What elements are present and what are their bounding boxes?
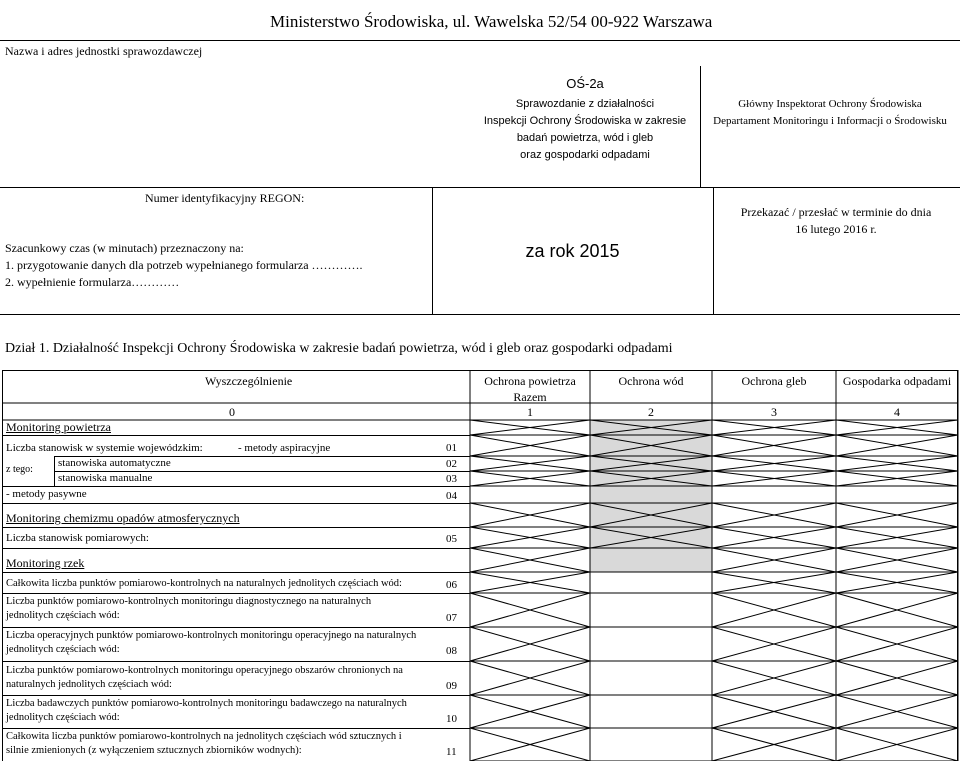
col-header-air: Ochrona powietrza bbox=[484, 374, 576, 388]
regon-label: Numer identyfikacyjny REGON: bbox=[145, 191, 305, 205]
col-number-3: 3 bbox=[771, 405, 777, 419]
row-number-09: 09 bbox=[446, 680, 457, 692]
row-number-11: 11 bbox=[446, 746, 457, 758]
row-number-08: 08 bbox=[446, 645, 457, 657]
col-number-2: 2 bbox=[648, 405, 654, 419]
row-number-04: 04 bbox=[446, 490, 457, 502]
recipient: Główny Inspektorat Ochrony Środowiska Departament Monitoringu i Informacji o Środowisku bbox=[713, 98, 947, 127]
river-row-08: Liczba operacyjnych punktów pomiarowo-kontrolnych monitoringu operacyjnego na naturalnych jednolitych częściach wód: bbox=[6, 630, 417, 655]
manual-stations: stanowiska manualne bbox=[58, 472, 153, 484]
disabled-cell bbox=[590, 548, 712, 572]
form-code: OŚ-2a bbox=[566, 76, 604, 91]
measurement-stations: Liczba stanowisk pomiarowych: bbox=[6, 532, 149, 544]
disabled-cell bbox=[590, 486, 712, 503]
river-row-06: Całkowita liczba punktów pomiarowo-kontrolnych na naturalnych jednolitych częściach wód: bbox=[6, 578, 402, 589]
time-estimate: Szacunkowy czas (w minutach) przeznaczony na: 1. przygotowanie danych dla potrzeb wypełnianego formularza …………. 2. wypełnienie formularza………… bbox=[5, 241, 363, 289]
stations-label: Liczba stanowisk w systemie wojewódzkim: bbox=[6, 442, 203, 454]
deadline: Przekazać / przesłać w terminie do dnia 16 lutego 2016 r. bbox=[740, 205, 932, 236]
col-header-water: Ochrona wód bbox=[618, 374, 684, 388]
col-header-description: Wyszczególnienie bbox=[205, 374, 293, 388]
row-number-06: 06 bbox=[446, 579, 457, 591]
group-chem-monitoring: Monitoring chemizmu opadów atmosferycznych bbox=[6, 511, 240, 525]
row-number-10: 10 bbox=[446, 713, 457, 725]
river-row-10: Liczba badawczych punktów pomiarowo-kontrolnych monitoringu badawczego na naturalnych jednolitych częściach wód: bbox=[6, 698, 407, 723]
automatic-stations: stanowiska automatyczne bbox=[58, 457, 171, 469]
row-number-01: 01 bbox=[446, 442, 457, 454]
section-title: Dział 1. Działalność Inspekcji Ochrony Środowiska w zakresie badań powietrza, wód i gleb oraz gospodarki odpadami bbox=[5, 341, 673, 356]
aspiration-methods: - metody aspiracyjne bbox=[238, 442, 331, 454]
col-number-0: 0 bbox=[229, 405, 235, 419]
col-header-waste: Gospodarka odpadami bbox=[842, 374, 952, 388]
row-number-05: 05 bbox=[446, 533, 457, 545]
ministry-address: Ministerstwo Środowiska, ul. Wawelska 52/54 00-922 Warszawa bbox=[270, 12, 713, 31]
river-row-07: Liczba punktów pomiarowo-kontrolnych monitoringu diagnostycznego na naturalnych jednolitych częściach wód: bbox=[6, 596, 372, 621]
passive-methods: - metody pasywne bbox=[6, 488, 87, 500]
row-number-07: 07 bbox=[446, 612, 457, 624]
river-row-11: Całkowita liczba punktów pomiarowo-kontrolnych na jednolitych częściach wód sztucznych i silnie zmienionych (z wyłączeniem sztucznych zbiorników wodnych): bbox=[6, 731, 402, 756]
col-number-1: 1 bbox=[527, 405, 533, 419]
river-row-09: Liczba punktów pomiarowo-kontrolnych monitoringu operacyjnego obszarów chronionych na naturalnych jednolitych częściach wód: bbox=[6, 665, 403, 690]
reporting-unit-label: Nazwa i adres jednostki sprawozdawczej bbox=[5, 44, 203, 58]
row-number-02: 02 bbox=[446, 458, 457, 470]
report-year: za rok 2015 bbox=[525, 241, 620, 261]
row-number-03: 03 bbox=[446, 473, 457, 485]
group-air-monitoring: Monitoring powietrza bbox=[6, 420, 111, 434]
col-header-soil: Ochrona gleb bbox=[741, 374, 807, 388]
col-header-total: Razem bbox=[513, 390, 547, 404]
col-number-4: 4 bbox=[894, 405, 900, 419]
of-which-label: z tego: bbox=[6, 464, 33, 475]
group-river-monitoring: Monitoring rzek bbox=[6, 556, 85, 570]
form-title: Sprawozdanie z działalności Inspekcji Ochrony Środowiska w zakresie badań powietrza, wód i gleb oraz gospodarki odpadami bbox=[483, 98, 687, 161]
